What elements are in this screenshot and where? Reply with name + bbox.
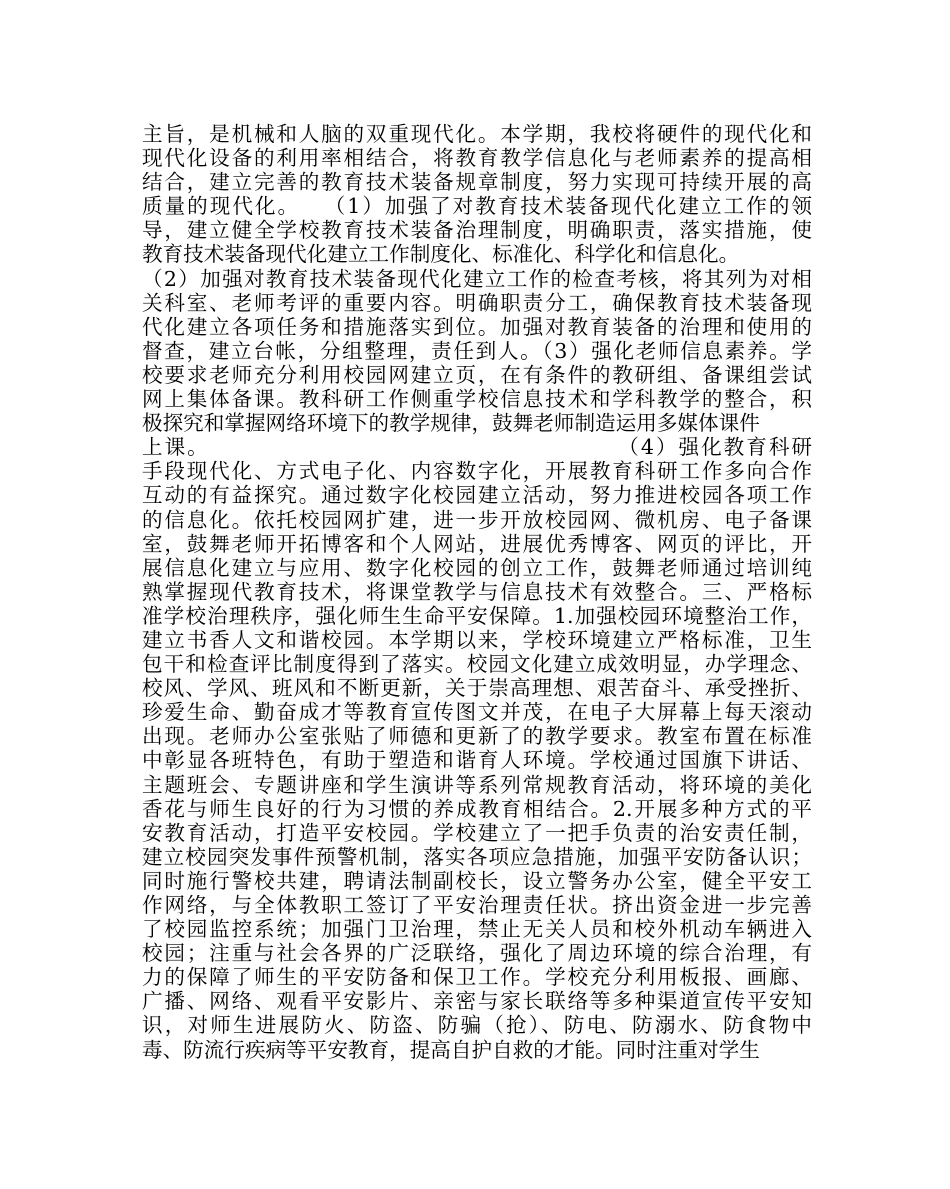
body-text (142, 122, 812, 1062)
text-line: 主题班会、专题讲座和学生演讲等系列常规教育活动，将环境的美化 (142, 772, 812, 797)
text-line: 出现。老师办公室张贴了师德和更新了的教学要求。教室布置在标准 (142, 724, 812, 749)
text-line: 互动的有益探究。通过数字化校园建立活动，努力推进校园各项工作 (142, 483, 812, 508)
text-line: 督查，建立台帐，分组整理，责任到人。（3）强化老师信息素养。学 (142, 338, 812, 363)
text-line: 广播、网络、观看平安影片、亲密与家长联络等多种渠道宣传平安知 (142, 989, 812, 1014)
text-line: 珍爱生命、勤奋成才等教育宣传图文并茂，在电子大屏幕上每天滚动 (142, 700, 812, 725)
text-line: 的信息化。依托校园网扩建，进一步开放校园网、微机房、电子备课 (142, 507, 812, 532)
text-line: 同时施行警校共建，聘请法制副校长，设立警务办公室，健全平安工 (142, 868, 812, 893)
text-line: 导，建立健全学校教育技术装备治理制度，明确职责，落实措施，使 (142, 218, 812, 243)
text-line: 建立书香人文和谐校园。本学期以来，学校环境建立严格标准，卫生 (142, 627, 812, 652)
text-line: 手段现代化、方式电子化、内容数字化，开展教育科研工作多向合作 (142, 459, 812, 484)
text-line: 教育技术装备现代化建立工作制度化、标准化、科学化和信息化。 (142, 242, 740, 267)
text-line: 校风、学风、班风和不断更新，关于崇高理想、艰苦奋斗、承受挫折、 (142, 676, 812, 701)
text-line: 现代化设备的利用率相结合，将教育教学信息化与老师素养的提高相 (142, 146, 812, 171)
text-line: 极探究和掌握网络环境下的教学规律，鼓舞老师制造运用多媒体课件 (142, 411, 760, 436)
text-line: 校园；注重与社会各界的广泛联络，强化了周边环境的综合治理，有 (142, 941, 812, 966)
text-line: 香花与师生良好的行为习惯的养成教育相结合。2.开展多种方式的平 (142, 796, 812, 821)
text-line: 建立校园突发事件预警机制，落实各项应急措施，加强平安防备认识； (142, 844, 812, 869)
text-line: 熟掌握现代教育技术，将课堂教学与信息技术有效整合。三、严格标 (142, 579, 812, 604)
text-line: 中彰显各班特色，有助于塑造和谐育人环境。学校通过国旗下讲话、 (142, 748, 812, 773)
text-line: 关科室、老师考评的重要内容。明确职责分工，确保教育技术装备现 (142, 290, 812, 315)
text-line: 准学校治理秩序，强化师生生命平安保障。1.加强校园环境整治工作， (142, 603, 812, 628)
text-line: 了校园监控系统；加强门卫治理，禁止无关人员和校外机动车辆进入 (142, 917, 812, 942)
text-line: 校要求老师充分利用校园网建立页，在有条件的教研组、备课组尝试 (142, 362, 812, 387)
text-line: 毒、防流行疾病等平安教育，提高自护自救的才能。同时注重对学生 (142, 1037, 760, 1062)
text-line: 安教育活动，打造平安校园。学校建立了一把手负责的治安责任制， (142, 820, 812, 845)
text-line: 室，鼓舞老师开拓博客和个人网站，进展优秀博客、网页的评比，开 (142, 531, 812, 556)
text-line: 主旨，是机械和人脑的双重现代化。本学期，我校将硬件的现代化和 (142, 122, 812, 146)
text-line: 结合，建立完善的教育技术装备规章制度，努力实现可持续开展的高 (142, 170, 812, 195)
text-line: 上课。 （4）强化教育科研 (142, 435, 812, 460)
text-line: 包干和检查评比制度得到了落实。校园文化建立成效明显，办学理念、 (142, 652, 812, 677)
text-line: 质量的现代化。 （1）加强了对教育技术装备现代化建立工作的领 (142, 194, 812, 219)
text-line: 代化建立各项任务和措施落实到位。加强对教育装备的治理和使用的 (142, 314, 812, 339)
text-line: 力的保障了师生的平安防备和保卫工作。学校充分利用板报、画廊、 (142, 965, 812, 990)
text-line: 展信息化建立与应用、数字化校园的创立工作，鼓舞老师通过培训纯 (142, 555, 812, 580)
text-line: 识，对师生进展防火、防盗、防骗（抢）、防电、防溺水、防食物中 (142, 1013, 812, 1038)
text-line: 网上集体备课。教科研工作侧重学校信息技术和学科教学的整合，积 (142, 387, 812, 412)
text-line: （2）加强对教育技术装备现代化建立工作的检查考核，将其列为对相 (142, 266, 812, 291)
text-line: 作网络，与全体教职工签订了平安治理责任状。挤出资金进一步完善 (142, 893, 812, 917)
